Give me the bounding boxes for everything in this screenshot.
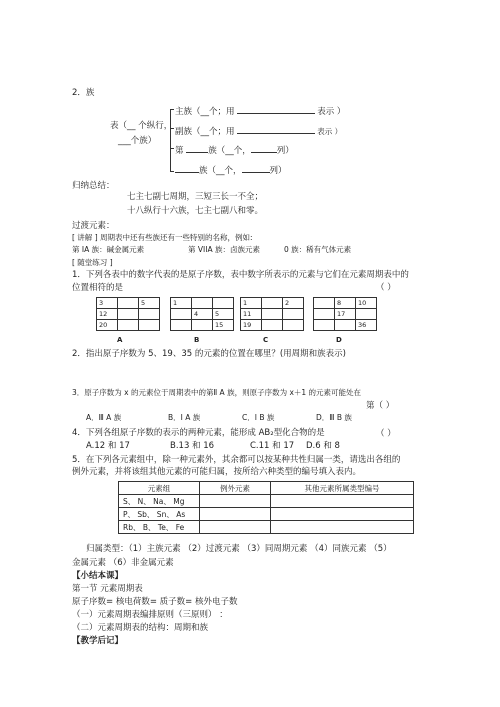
group-zero-name: 0 族：稀有气体元素 bbox=[284, 245, 352, 254]
zero-group-line: 族（__个， 列） bbox=[175, 163, 287, 177]
q4-text: 4．下列各组原子序数的表示的两种元素，能形成 AB₂型化合物的是 bbox=[72, 428, 325, 438]
practice-label: [ 随堂练习 ] bbox=[72, 258, 113, 267]
rule-2: （二）元素周期表的结构：周期和族 bbox=[72, 623, 209, 633]
types-line-2: 金属元素 （6）非金属元素 bbox=[72, 558, 174, 568]
explain-text: [ 讲解 ] 周期表中还有些族还有一些特别的名称，例如: bbox=[72, 233, 253, 242]
exception-cell[interactable] bbox=[200, 521, 271, 534]
summary-line-1: 七主七副七周期，三短三长一不全； bbox=[127, 192, 264, 202]
exception-cell[interactable] bbox=[200, 495, 271, 508]
table-row: P、 Sb、 Sn、 As bbox=[119, 508, 414, 521]
option-b-table: 1 4 5 15 bbox=[170, 297, 234, 331]
header-type-number: 其他元素所属类型编号 bbox=[271, 482, 414, 495]
group-viia-name: 第 VIIA 族：卤族元素 bbox=[188, 245, 260, 254]
q2-text: 2．指出原子序数为 5、19、35 的元素的位置在哪里？(用周期和族表示) bbox=[72, 349, 346, 359]
q1-answer-paren: （ ） bbox=[376, 283, 396, 293]
q4-option-a: A.12 和 17 bbox=[86, 441, 130, 451]
q5-text-2: 例外元素，并将该组其他元素的可能归属，按所给六种类型的编号填入表内。 bbox=[72, 467, 362, 477]
header-exception: 例外元素 bbox=[200, 482, 271, 495]
q3-option-c: C．Ⅰ B 族 bbox=[242, 413, 275, 422]
summary-label: 归纳总结： bbox=[72, 181, 115, 191]
section-heading: 2．族 bbox=[72, 88, 95, 98]
q4-option-b: B.13 和 16 bbox=[170, 441, 215, 451]
q3-text-1: 3．原子序数为 x 的元素位于周期表中的第Ⅱ A 族，则原子序数为 x＋1 的元素可能处在 bbox=[72, 388, 362, 397]
conclusion-section: 第一节 元素周期表 bbox=[72, 584, 143, 594]
exception-cell[interactable] bbox=[200, 508, 271, 521]
group-ia-name: 第 IA 族：碱金属元素 bbox=[72, 245, 145, 254]
q3-option-a: A．Ⅲ A 族 bbox=[86, 413, 122, 422]
teaching-notes-label: 【教学后记】 bbox=[72, 636, 124, 646]
type-cell[interactable] bbox=[271, 508, 414, 521]
type-cell[interactable] bbox=[271, 495, 414, 508]
q3-text-2: 第（ ） bbox=[366, 401, 395, 411]
types-line-1: 归属类型：（1）主族元素 （2）过渡元素 （3）同周期元素 （4）同族元素 （5） bbox=[86, 544, 392, 554]
tree-left-top: 表（__ 个纵行， bbox=[110, 121, 173, 131]
option-d-table: 8 10 17 36 bbox=[313, 297, 377, 331]
option-a-label: A bbox=[117, 336, 123, 344]
atomic-number-line: 原子序数= 核电荷数= 质子数= 核外电子数 bbox=[72, 597, 238, 607]
table-row: Rb、 B、 Te、 Fe bbox=[119, 521, 414, 534]
sub-group-line: 副族（__个；用 表示 ） bbox=[175, 124, 342, 138]
tree-left-bottom: ___个族） bbox=[118, 136, 157, 146]
transition-label: 过渡元素： bbox=[72, 221, 115, 231]
q5-text-1: 5．在下列各元素组中，除一种元素外，其余都可以按某种共性归属一类，请选出各组的 bbox=[72, 455, 401, 465]
conclusion-label: 【小结本课】 bbox=[72, 571, 124, 581]
classification-table bbox=[118, 481, 414, 534]
option-a-table: 3 5 12 20 bbox=[96, 297, 160, 331]
table-row: S、 N、 Na、 Mg bbox=[119, 495, 414, 508]
header-element-group: 元素组 bbox=[119, 482, 200, 495]
summary-line-2: 十八纵行十六族，七主七副八和零。 bbox=[127, 206, 264, 216]
type-cell[interactable] bbox=[271, 521, 414, 534]
rule-1: （一）元素周期表编排原则（三原则） ： bbox=[72, 610, 228, 620]
tree-brace bbox=[170, 109, 171, 172]
q4-answer-paren: （ ） bbox=[376, 429, 396, 439]
option-c-table: 1 2 11 19 bbox=[240, 297, 304, 331]
main-group-line: 主族（__个；用 表示 ） bbox=[175, 104, 345, 118]
option-c-label: C bbox=[263, 336, 269, 344]
q4-option-c: C.11 和 17 bbox=[250, 441, 295, 451]
q3-option-d: D．Ⅲ B 族 bbox=[316, 413, 352, 422]
q3-option-b: B．Ⅰ A 族 bbox=[168, 413, 201, 422]
option-d-label: D bbox=[336, 336, 342, 344]
q4-option-d: D.6 和 8 bbox=[306, 441, 340, 451]
q1-text-1: 1．下列各表中的数字代表的是原子序数，表中数字所表示的元素与它们在元素周期表中的 bbox=[72, 270, 409, 280]
q1-text-2: 位置相符的是 bbox=[72, 283, 124, 293]
option-b-label: B bbox=[194, 336, 200, 344]
viii-group-line: 第 族（__个， 列） bbox=[175, 143, 294, 157]
